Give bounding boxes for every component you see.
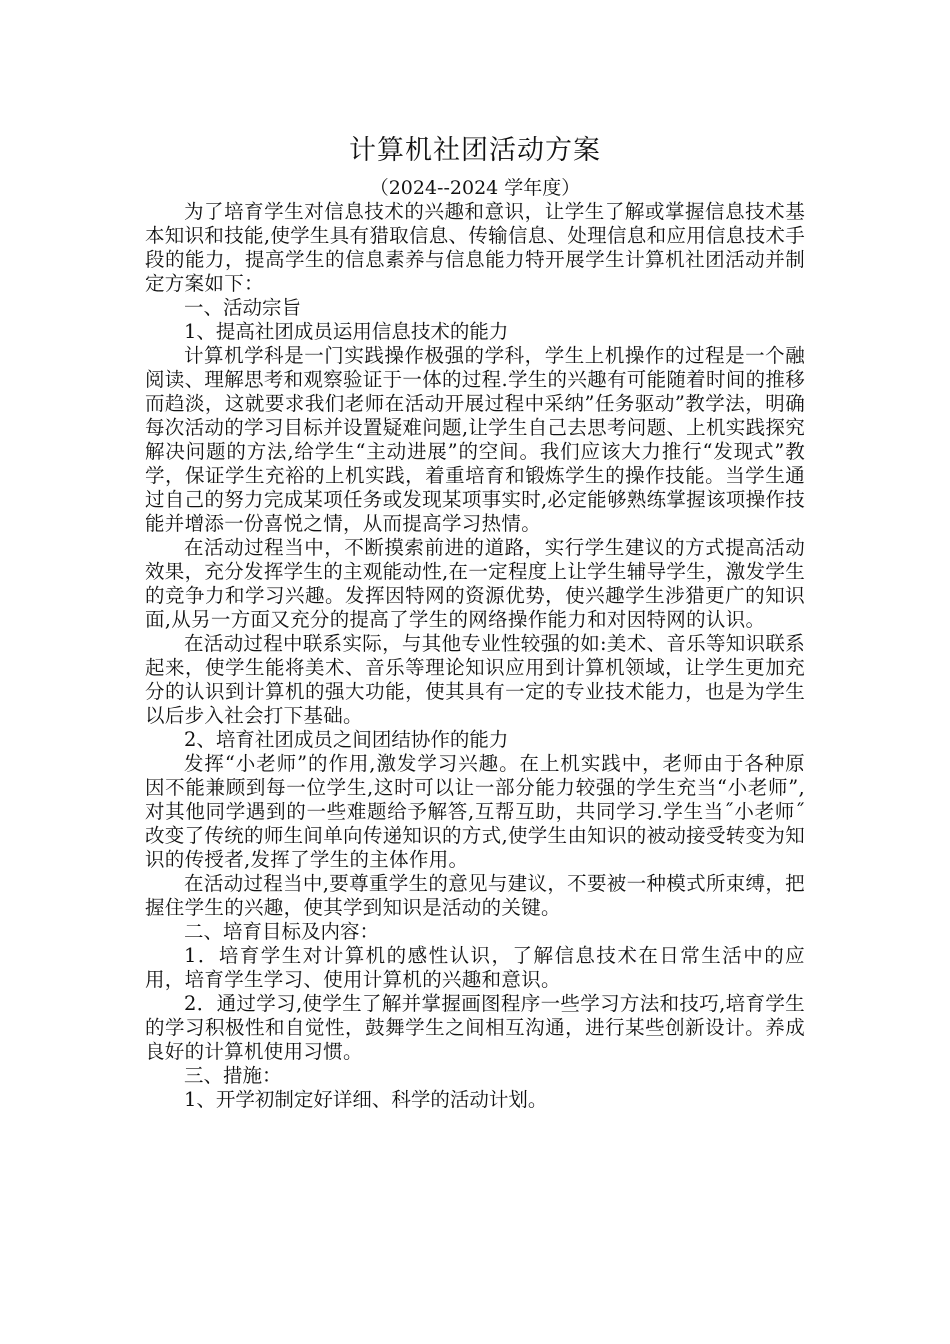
- document-page: [145, 126, 805, 1112]
- section-heading: 一、活动宗旨: [184, 296, 302, 319]
- body-paragraph: 1．培育学生对计算机的感性认识，了解信息技术在日常生活中的应用，培育学生学习、使用计算机的兴趣和意识。: [145, 944, 805, 991]
- body-paragraph: 发挥“小老师”的作用,激发学习兴趣。在上机实践中，老师由于各种原因不能兼顾到每一位学生,这时可以让一部分能力较强的学生充当“小老师”,对其他同学遇到的一些难题给予解答,互帮互助，共同学习.学生当˝小老师˝改变了传统的师生间单向传递知识的方式,使学生由知识的被动接受转变为知识的传授者,发挥了学生的主体作用。: [145, 752, 805, 871]
- subsection-heading: 1、提高社团成员运用信息技术的能力: [184, 320, 509, 343]
- section-heading: 三、措施：: [184, 1064, 282, 1087]
- body-paragraph: 在活动过程当中,要尊重学生的意见与建议，不要被一种模式所束缚，把握住学生的兴趣，使其学到知识是活动的关键。: [145, 872, 805, 919]
- body-paragraph: 在活动过程当中，不断摸索前进的道路，实行学生建议的方式提高活动效果，充分发挥学生的主观能动性,在一定程度上让学生辅导学生，激发学生的竞争力和学习兴趣。发挥因特网的资源优势，使兴趣学生涉猎更广的知识面,从另一方面又充分的提高了学生的网络操作能力和对因特网的认识。: [145, 536, 805, 631]
- body-paragraph: 计算机学科是一门实践操作极强的学科，学生上机操作的过程是一个融阅读、理解思考和观察验证于一体的过程.学生的兴趣有可能随着时间的推移而趋淡，这就要求我们老师在活动开展过程中采纳”任务驱动”教学法，明确每次活动的学习目标并设置疑难问题,让学生自己去思考问题、上机实践探究解决问题的方法,给学生“主动进展”的空间。我们应该大力推行“发现式”教学，保证学生充裕的上机实践，着重培育和锻炼学生的操作技能。当学生通过自己的努力完成某项任务或发现某项事实时,必定能够熟练掌握该项操作技能并增添一份喜悦之情，从而提高学习热情。: [145, 344, 805, 535]
- subsection-heading: 2、培育社团成员之间团结协作的能力: [184, 728, 509, 751]
- document-title: 计算机社团活动方案: [349, 135, 601, 166]
- intro-paragraph: 为了培育学生对信息技术的兴趣和意识，让学生了解或掌握信息技术基本知识和技能,使学生具有猎取信息、传输信息、处理信息和应用信息技术手段的能力，提高学生的信息素养与信息能力特开展学生计算机社团活动并制定方案如下：: [145, 200, 805, 295]
- document-subtitle: （2024--2024 学年度）: [369, 177, 581, 199]
- body-paragraph: 2．通过学习,使学生了解并掌握画图程序一些学习方法和技巧,培育学生的学习积极性和自觉性，鼓舞学生之间相互沟通，进行某些创新设计。养成良好的计算机使用习惯。: [145, 992, 805, 1063]
- body-paragraph: 1、开学初制定好详细、科学的活动计划。: [184, 1088, 548, 1111]
- body-paragraph: 在活动过程中联系实际，与其他专业性较强的如:美术、音乐等知识联系起来，使学生能将美术、音乐等理论知识应用到计算机领域，让学生更加充分的认识到计算机的强大功能，使其具有一定的专业技术能力，也是为学生以后步入社会打下基础。: [145, 632, 805, 727]
- section-heading: 二、培育目标及内容：: [184, 920, 380, 943]
